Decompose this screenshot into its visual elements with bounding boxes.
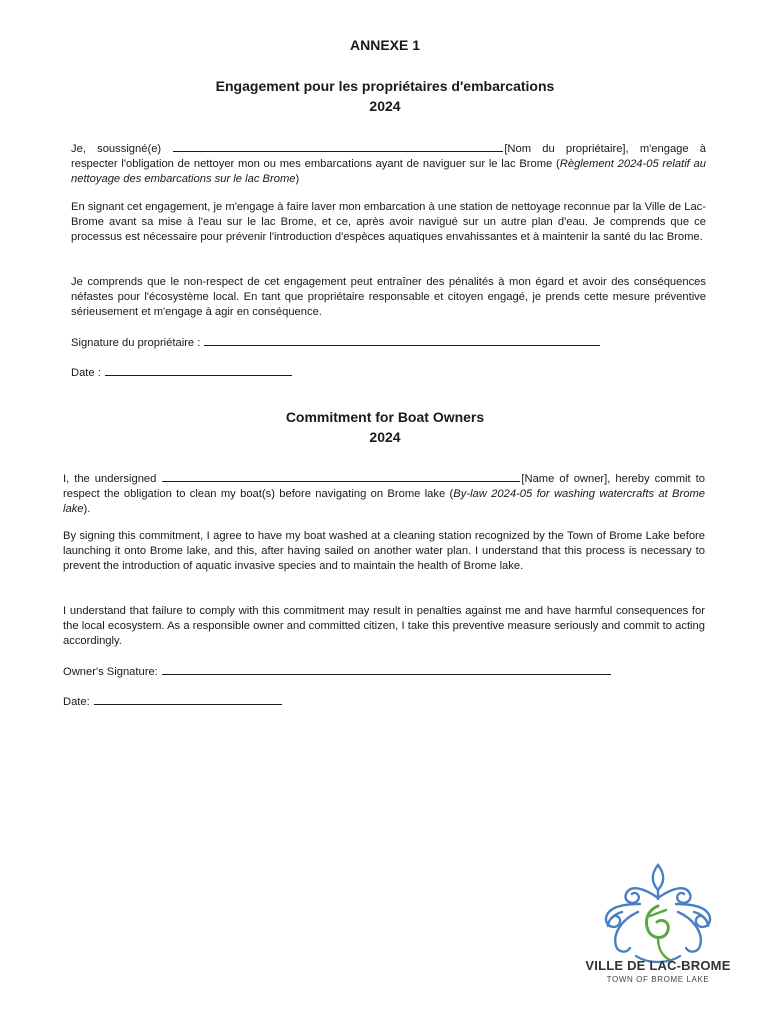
english-signature-label: Owner's Signature: xyxy=(63,666,158,678)
annex-title: ANNEXE 1 xyxy=(349,37,421,53)
owner-name-blank-fr[interactable] xyxy=(173,140,503,152)
french-date-line xyxy=(71,364,293,381)
logo-town-subtitle: TOWN OF BROME LAKE xyxy=(606,975,710,984)
french-date-label: Date : xyxy=(71,367,101,379)
english-p1-start: I, the undersigned xyxy=(63,473,157,485)
english-paragraph-2: By signing this commitment, I agree to have my boat washed at a cleaning station recognized by the Town of Brome Lake before launching it onto Brome lake, and this, after having sailed on another water plan. I understand that this process is necessary to prevent the introduction of aquatic invasive species and to maintain the health of Brome lake. xyxy=(63,530,705,572)
date-blank-fr[interactable] xyxy=(105,364,292,376)
french-signature-label: Signature du propriétaire : xyxy=(71,337,201,349)
french-p1-start: Je, soussigné(e) xyxy=(71,143,162,155)
logo-town-name: VILLE DE LAC-BROME xyxy=(585,958,731,973)
english-p1-bylaw: By-law 2024-05 for washing watercrafts at Brome lake xyxy=(63,488,705,515)
french-p1-bracket: [Nom du propriétaire], m'engage à respecter l'obligation de nettoyer mon ou mes embarcations ayant de naviguer sur le lac Brome ( xyxy=(71,143,706,170)
date-blank-en[interactable] xyxy=(94,693,282,705)
signature-blank-en[interactable] xyxy=(162,663,611,675)
english-year: 2024 xyxy=(369,429,401,445)
french-year: 2024 xyxy=(369,98,401,114)
french-title: Engagement pour les propriétaires d'embarcations xyxy=(215,78,555,94)
french-signature-line xyxy=(71,334,601,351)
french-paragraph-1 xyxy=(71,140,706,187)
english-signature-line xyxy=(63,663,612,680)
english-date-line xyxy=(63,693,283,710)
english-date-label: Date: xyxy=(63,696,90,708)
english-paragraph-3: I understand that failure to comply with this commitment may result in penalties against me and have harmful consequences for the local ecosystem. As a responsible owner and committed citizen, I take this preventive measure seriously and commit to acting accordingly. xyxy=(63,605,705,647)
english-p1-end: ). xyxy=(83,503,91,515)
english-p1-bracket: [Name of owner], hereby commit to respect the obligation to clean my boat(s) before navigating on Brome lake ( xyxy=(63,473,705,500)
english-paragraph-1 xyxy=(63,470,705,517)
signature-blank-fr[interactable] xyxy=(204,334,600,346)
owner-name-blank-en[interactable] xyxy=(162,470,520,482)
french-p1-bylaw: Règlement 2024-05 relatif au nettoyage des embarcations sur le lac Brome xyxy=(71,158,706,185)
english-title: Commitment for Boat Owners xyxy=(285,409,485,425)
french-p1-end: ) xyxy=(295,173,300,185)
french-paragraph-3: Je comprends que le non-respect de cet engagement peut entraîner des pénalités à mon égard et avoir des conséquences néfastes pour l'écosystème local. En tant que propriétaire responsable et citoyen engagé, je prends cette mesure préventive sérieusement et m'engage à agir en conséquence. xyxy=(71,276,706,318)
french-paragraph-2: En signant cet engagement, je m'engage à faire laver mon embarcation à une station de nettoyage reconnue par la Ville de Lac-Brome avant sa mise à l'eau sur le lac Brome, et ce, après avoir navigué sur un autre plan d'eau. Je comprends que ce processus est nécessaire pour prévenir l'introduction d'espèces aquatiques envahissantes et à maintenir la santé du lac Brome. xyxy=(71,201,706,243)
